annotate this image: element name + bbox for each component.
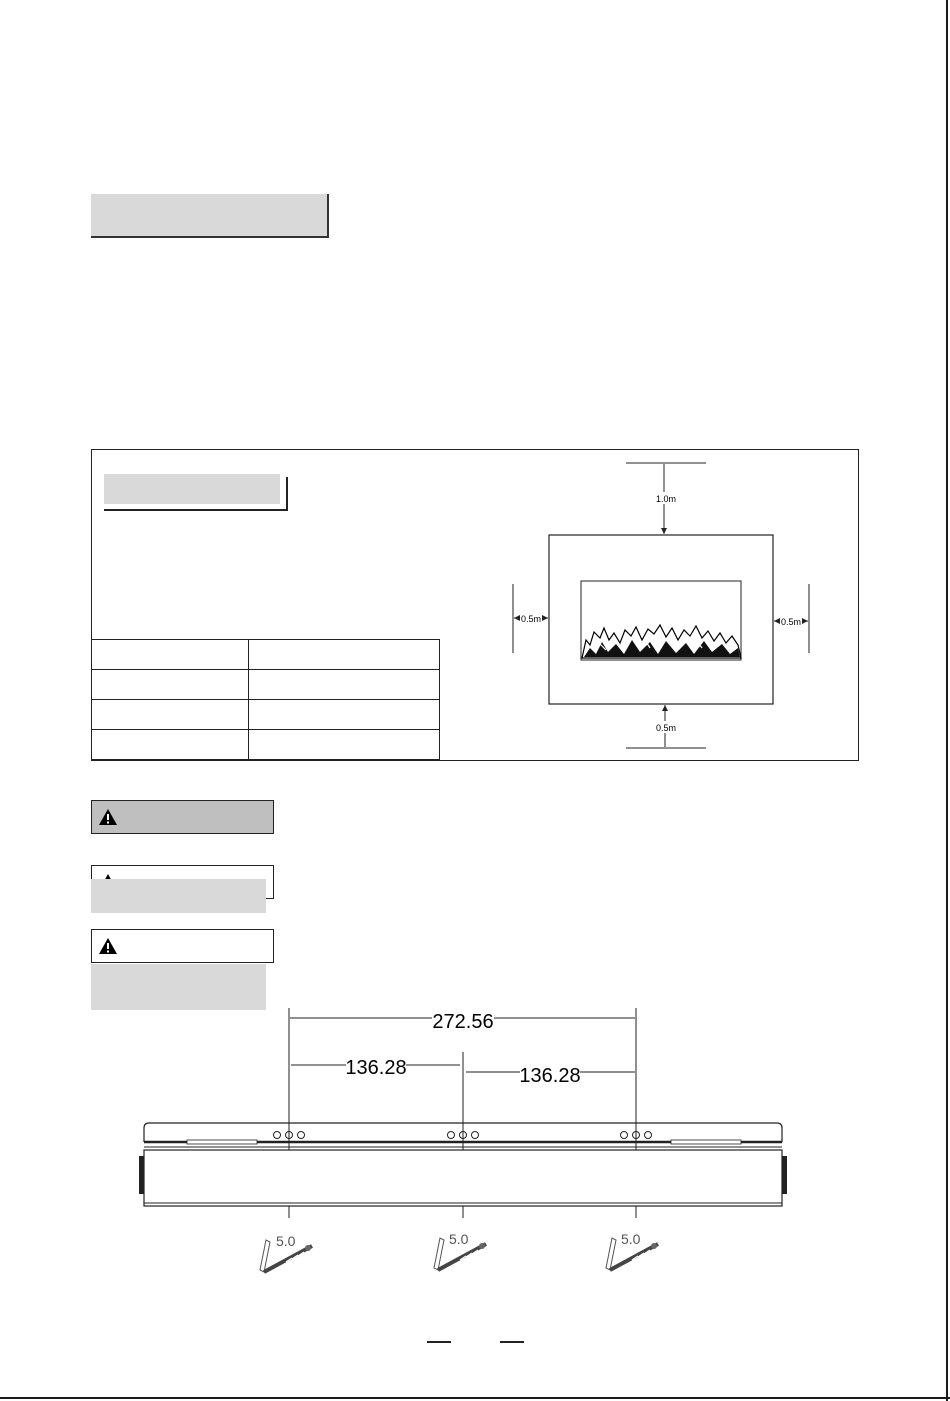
total-span-label: 272.56: [432, 1011, 494, 1033]
left-span-label: 136.28: [345, 1057, 407, 1079]
left-clearance-label: 0.5m: [521, 614, 542, 624]
drill-size-right: 5.0: [621, 1231, 641, 1247]
page-number-underline-left: [427, 1341, 451, 1343]
drill-size-center: 5.0: [449, 1231, 469, 1247]
page-number-underline-right: [500, 1341, 524, 1343]
right-span-label: 136.28: [519, 1065, 581, 1087]
right-clearance-label: 0.5m: [781, 617, 802, 627]
top-clearance-label: 1.0m: [656, 494, 677, 504]
bottom-clearance-label: 0.5m: [656, 723, 677, 733]
drill-size-left: 5.0: [276, 1233, 296, 1249]
